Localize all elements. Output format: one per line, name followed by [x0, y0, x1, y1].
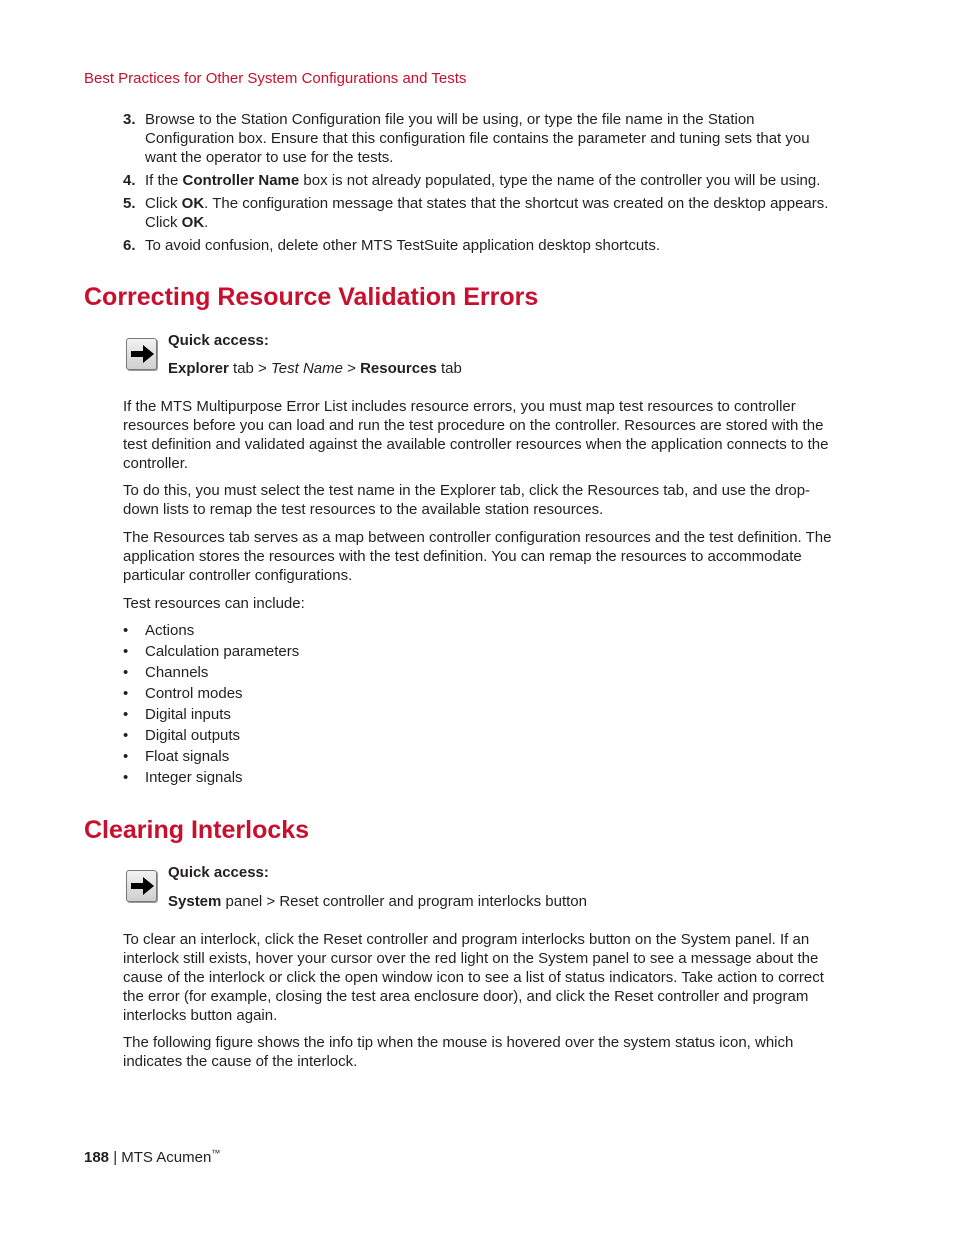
list-item-label: Control modes	[145, 685, 243, 702]
running-header: Best Practices for Other System Configurations and Tests	[84, 70, 467, 87]
step-4	[123, 171, 845, 190]
bullet-marker: •	[123, 664, 129, 681]
list-item	[123, 685, 243, 702]
paragraph: If the MTS Multipurpose Error List includes resource errors, you must map test resources to controller resources before you can load and run the test procedure on the controller. Resources are stored with the test definition and validated against the available controller resources when the application connects to the controller.	[123, 398, 829, 472]
bullet-marker: •	[123, 685, 129, 702]
paragraph: To do this, you must select the test name in the Explorer tab, click the Resources tab, and use the drop-down lists to remap the test resources to the available station resources.	[123, 482, 811, 518]
quick-access-title: Quick access:	[168, 864, 269, 881]
quick-access-title: Quick access:	[168, 332, 269, 349]
path-text: tab >	[228, 360, 271, 377]
bullet-marker: •	[123, 643, 129, 660]
list-item	[123, 727, 240, 744]
paragraph: The Resources tab serves as a map between controller configuration resources and the test definition. The application stores the resources with the test definition. You can remap the resources to accommodate particular controller configurations.	[123, 529, 832, 584]
quick-access-path	[168, 360, 462, 377]
path-text: >	[342, 360, 361, 377]
list-item-label: Actions	[145, 622, 195, 639]
bullet-marker: •	[123, 769, 129, 786]
step-5	[123, 194, 845, 232]
step-text: box is not already populated, type the name of the controller you will be using.	[299, 172, 821, 189]
quick-access-path	[168, 893, 587, 910]
list-item	[123, 643, 299, 660]
ui-term-system: System	[168, 893, 222, 910]
section-heading-resource-errors: Correcting Resource Validation Errors	[84, 283, 539, 311]
list-item	[123, 769, 243, 786]
step-text: .	[204, 214, 209, 231]
list-item	[123, 664, 208, 681]
page-number: 188	[84, 1149, 110, 1166]
page-footer	[84, 1148, 220, 1166]
bullet-marker: •	[123, 706, 129, 723]
step-6	[123, 236, 845, 255]
paragraph: To clear an interlock, click the Reset controller and program interlocks button on the System panel. If an interlock still exists, hover your cursor over the red light on the System panel to see a message about the cause of the interlock or click the open window icon to see a list of status indicators. Take action to correct the error (for example, closing the test area enclosure door), and click the Reset controller and program interlocks button again.	[123, 931, 824, 1024]
arrow-right-icon	[130, 876, 155, 896]
step-number: 6.	[123, 237, 136, 254]
arrow-right-icon	[130, 344, 155, 364]
step-text: If the	[145, 172, 183, 189]
step-text: To avoid confusion, delete other MTS TestSuite application desktop shortcuts.	[145, 237, 661, 254]
path-text: tab	[436, 360, 462, 377]
footer-separator: |	[109, 1149, 122, 1166]
step-number: 4.	[123, 172, 136, 189]
step-number: 3.	[123, 111, 136, 128]
list-item	[123, 622, 194, 639]
list-item-label: Channels	[145, 664, 209, 681]
list-item-label: Digital outputs	[145, 727, 241, 744]
ui-term-ok: OK	[181, 195, 205, 212]
ui-term-explorer: Explorer	[168, 360, 229, 377]
path-text: panel > Reset controller and program interlocks button	[221, 893, 587, 910]
ui-term-ok: OK	[181, 214, 205, 231]
trademark-symbol: ™	[211, 1148, 221, 1158]
step-text: Browse to the Station Configuration file you will be using, or type the file name in the Station Configuration box. Ensure that this configuration file contains the parameter and tuning sets that you want the operator to use for the tests.	[145, 111, 810, 166]
step-text: Click	[145, 195, 182, 212]
step-text: . The configuration message that states that the shortcut was created on the desktop appears. Click	[145, 195, 829, 231]
list-item	[123, 706, 231, 723]
step-3	[123, 110, 845, 167]
step-number: 5.	[123, 195, 136, 212]
bullet-marker: •	[123, 727, 129, 744]
paragraph: The following figure shows the info tip when the mouse is hovered over the system status icon, which indicates the cause of the interlock.	[123, 1034, 794, 1070]
list-item-label: Integer signals	[145, 769, 243, 786]
ui-term-test-name: Test Name	[270, 360, 343, 377]
ui-term-controller-name: Controller Name	[182, 172, 300, 189]
bullet-marker: •	[123, 748, 129, 765]
paragraph: Test resources can include:	[123, 595, 305, 612]
list-item	[123, 748, 229, 765]
list-item-label: Calculation parameters	[145, 643, 300, 660]
list-item-label: Digital inputs	[145, 706, 231, 723]
quick-access-arrow-icon	[126, 338, 157, 370]
product-name: MTS Acumen	[121, 1149, 212, 1166]
ui-term-resources: Resources	[360, 360, 437, 377]
quick-access-arrow-icon	[126, 870, 157, 902]
list-item-label: Float signals	[145, 748, 230, 765]
bullet-marker: •	[123, 622, 129, 639]
section-heading-clearing-interlocks: Clearing Interlocks	[84, 816, 310, 844]
